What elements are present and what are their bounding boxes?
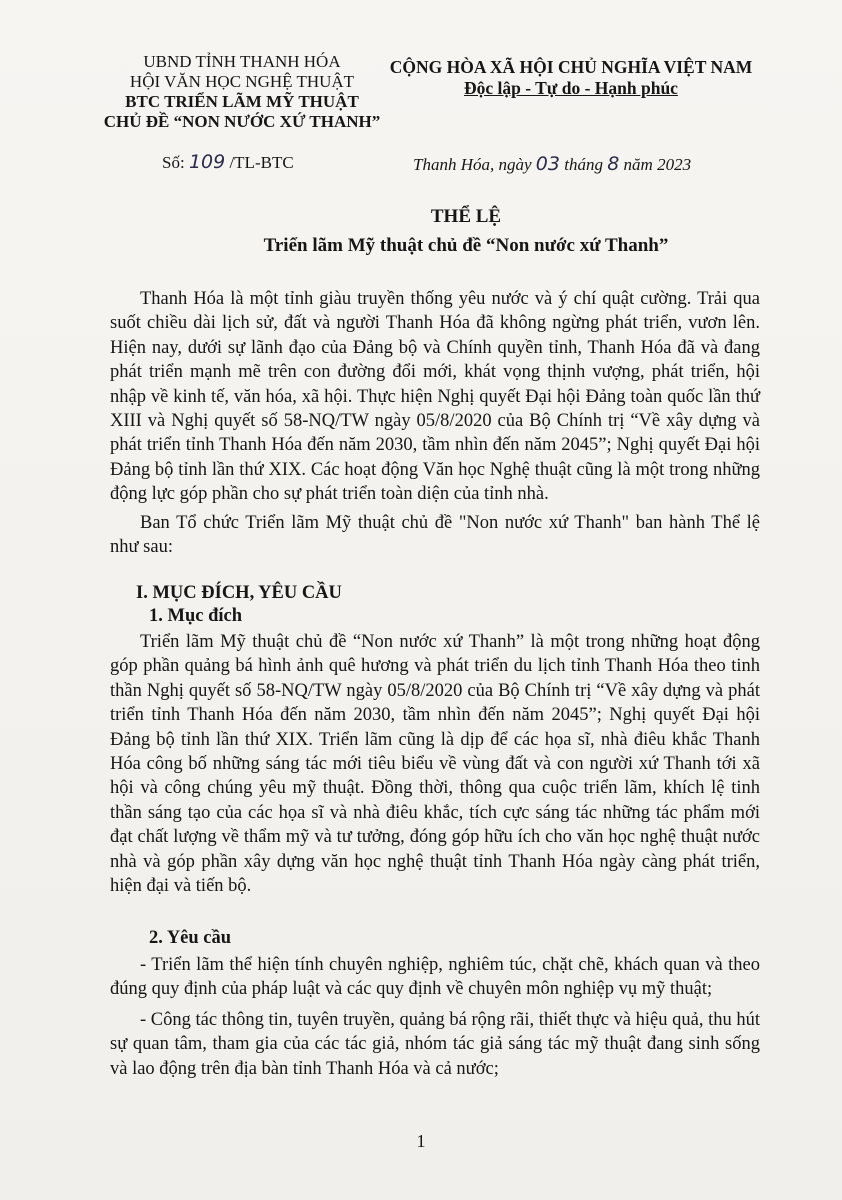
section-heading-1: I. MỤC ĐÍCH, YÊU CẦU — [136, 583, 342, 603]
purpose-section — [110, 630, 760, 898]
intro-paragraph-1: Thanh Hóa là một tỉnh giàu truyền thống yêu nước và ý chí quật cường. Trải qua suốt chiều dài lịch sử, đất và người Thanh Hóa đã không ngừng phát triển, vươn lên. Hiện nay, dưới sự lãnh đạo của Đảng bộ và Chính quyền tỉnh, Thanh Hóa đã và đang phát triển mạnh mẽ trên con đường đổi mới, khát vọng thịnh vượng, phát triển, hội nhập về kinh tế, văn hóa, xã hội. Thực hiện Nghị quyết Đại hội Đảng toàn quốc lần thứ XIII và Nghị quyết số 58-NQ/TW ngày 05/8/2020 của Bộ Chính trị “Về xây dựng và phát triển tỉnh Thanh Hóa đến năm 2030, tầm nhìn đến năm 2045”; Nghị quyết Đại hội Đảng bộ tỉnh lần thứ XIX. Các hoạt động Văn học Nghệ thuật cũng là một trong những động lực góp phần cho sự phát triển toàn diện của tỉnh nhà. — [110, 289, 760, 505]
date-month-word: tháng — [564, 155, 603, 174]
intro-section — [110, 287, 760, 559]
subsection-heading-purpose: 1. Mục đích — [149, 606, 243, 626]
purpose-paragraph: Triển lãm Mỹ thuật chủ đề “Non nước xứ Thanh” là một trong những hoạt động góp phần quảng bá hình ảnh quê hương và phát triển du lịch tỉnh Thanh Hóa theo tinh thần Nghị quyết số 58-NQ/TW ngày 05/8/2020 của Bộ Chính trị “Về xây dựng và phát triển tỉnh Thanh Hóa đến năm 2030, tầm nhìn đến năm 2045”; Nghị quyết Đại hội Đảng bộ tỉnh lần thứ XIX. Triển lãm cũng là dịp để các họa sĩ, nhà điêu khắc Thanh Hóa công bố những sáng tác mới tiêu biểu về vùng đất và con người xứ Thanh tới xã hội và công chúng yêu mỹ thuật. Đồng thời, thông qua cuộc triển lãm, khích lệ tinh thần sáng tạo của các họa sĩ và nhà điêu khắc, tích cực sáng tác những tác phẩm mới đạt chất lượng về thẩm mỹ và tư tưởng, đóng góp hữu ích cho văn học nghệ thuật nước nhà và góp phần xây dựng văn học nghệ thuật tỉnh Thanh Hóa ngày càng phát triển, hiện đại và tiến bộ. — [110, 632, 760, 897]
national-motto: Độc lập - Tự do - Hạnh phúc — [464, 78, 678, 98]
issuing-body-block — [92, 52, 392, 132]
date-day: 03 — [535, 153, 560, 175]
document-date — [413, 153, 691, 175]
page-number: 1 — [416, 1131, 426, 1151]
requirements-section — [110, 953, 760, 1081]
date-month: 8 — [607, 153, 620, 175]
national-title-block — [386, 57, 756, 99]
requirement-item-1: - Triển lãm thể hiện tính chuyên nghiệp, nghiêm túc, chặt chẽ, khách quan và theo đúng quy định của pháp luật và các quy định về chuyên môn nghiệp vụ mỹ thuật; — [110, 955, 760, 1000]
document-title — [96, 202, 836, 260]
date-prefix: Thanh Hóa, ngày — [413, 155, 532, 174]
reference-number: 109 — [188, 151, 226, 173]
subsection-heading-requirements: 2. Yêu cầu — [149, 928, 232, 948]
issuer-line-2: HỘI VĂN HỌC NGHỆ THUẬT — [129, 72, 355, 91]
issuer-line-4: CHỦ ĐỀ “NON NƯỚC XỨ THANH” — [103, 112, 381, 131]
reference-suffix: /TL-BTC — [229, 153, 294, 172]
date-year: năm 2023 — [623, 155, 692, 174]
document-reference — [162, 151, 294, 173]
reference-prefix: Số: — [162, 153, 185, 172]
issuer-line-1: UBND TỈNH THANH HÓA — [143, 52, 341, 71]
requirement-item-2: - Công tác thông tin, tuyên truyền, quảng bá rộng rãi, thiết thực và hiệu quả, thu hút sự quan tâm, tham gia của các tác giả, nhóm tác giả sáng tác mỹ thuật đang sinh sống và lao động trên địa bàn tỉnh Thanh Hóa và cả nước; — [110, 1009, 760, 1079]
title-line-2: Triển lãm Mỹ thuật chủ đề “Non nước xứ Thanh” — [263, 235, 669, 256]
title-line-1: THỂ LỆ — [430, 206, 502, 227]
issuer-line-3: BTC TRIỂN LÃM MỸ THUẬT — [125, 92, 359, 111]
intro-paragraph-2: Ban Tổ chức Triển lãm Mỹ thuật chủ đề "Non nước xứ Thanh" ban hành Thể lệ như sau: — [110, 512, 760, 558]
national-title: CỘNG HÒA XÃ HỘI CHỦ NGHĨA VIỆT NAM — [389, 57, 753, 77]
